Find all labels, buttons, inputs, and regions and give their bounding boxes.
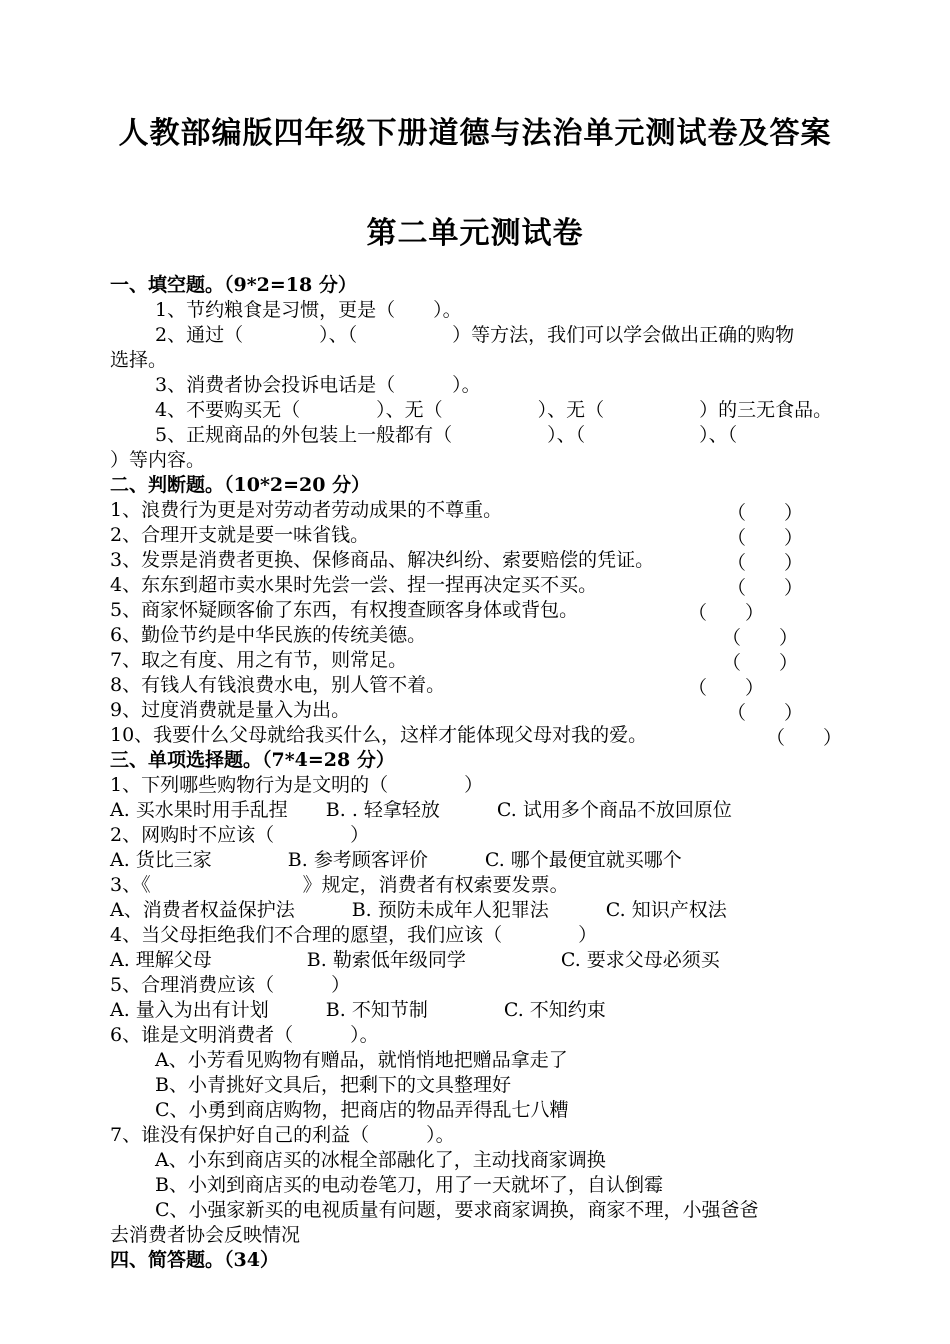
- judge-item: 1、浪费行为更是对劳动者劳动成果的不尊重。: [110, 499, 503, 521]
- choice-question-6: 6、谁是文明消费者（ ）。: [110, 1024, 379, 1046]
- choice-option: B、小青挑好文具后，把剩下的文具整理好: [155, 1074, 511, 1096]
- judge-item: 7、取之有度、用之有节，则常足。: [110, 649, 408, 671]
- fill-question-1: 1、节约粮食是习惯，更是（ ）。: [155, 299, 462, 321]
- judge-item: 4、东东到超市卖水果时先尝一尝、捏一捏再决定买不买。: [110, 574, 598, 596]
- choice-question-1: 1、下列哪些购物行为是文明的（ ）: [110, 774, 484, 796]
- choice-options-2: A. 货比三家 B. 参考顾客评价 C. 哪个最便宜就买哪个: [110, 849, 682, 871]
- answer-mark: （ ）: [688, 677, 765, 699]
- judge-item: 9、过度消费就是量入为出。: [110, 699, 351, 721]
- choice-options-3: A、消费者权益保护法 B. 预防未成年人犯罪法 C. 知识产权法: [110, 899, 727, 921]
- answer-mark: （ ）: [766, 727, 843, 749]
- answer-mark: （ ）: [722, 652, 799, 674]
- choice-option: B、小刘到商店买的电动卷笔刀，用了一天就坏了，自认倒霉: [155, 1174, 663, 1196]
- choice-question-5: 5、合理消费应该（ ）: [110, 974, 351, 996]
- choice-option: C、小强家新买的电视质量有问题，要求商家调换，商家不理，小强爸爸: [155, 1199, 759, 1221]
- choice-question-2: 2、网购时不应该（ ）: [110, 824, 370, 846]
- choice-question-3: 3、《 》规定，消费者有权索要发票。: [110, 874, 569, 896]
- judge-item: 6、勤俭节约是中华民族的传统美德。: [110, 624, 427, 646]
- fill-question-3: 3、消费者协会投诉电话是（ ）。: [155, 374, 481, 396]
- judge-item: 3、发票是消费者更换、保修商品、解决纠纷、索要赔偿的凭证。: [110, 549, 655, 571]
- fill-question-4: 4、不要购买无（ ）、无（ ）、无（ ）的三无食品。: [155, 399, 833, 421]
- choice-option: A、小芳看见购物有赠品，就悄悄地把赠品拿走了: [155, 1049, 568, 1071]
- judge-item: 2、合理开支就是要一味省钱。: [110, 524, 370, 546]
- section-3-heading: 三、单项选择题。（7*4=28 分）: [110, 749, 395, 771]
- answer-mark: （ ）: [727, 702, 804, 724]
- choice-option: C、小勇到商店购物，把商店的物品弄得乱七八糟: [155, 1099, 569, 1121]
- fill-question-2-cont: 选择。: [110, 349, 168, 371]
- answer-mark: （ ）: [727, 527, 804, 549]
- section-4-heading: 四、简答题。（34）: [110, 1249, 279, 1271]
- choice-question-7: 7、谁没有保护好自己的利益（ ）。: [110, 1124, 455, 1146]
- answer-mark: （ ）: [727, 502, 804, 524]
- judge-item: 10、我要什么父母就给我买什么，这样才能体现父母对我的爱。: [110, 724, 648, 746]
- judge-item: 5、商家怀疑顾客偷了东西，有权搜查顾客身体或背包。: [110, 599, 579, 621]
- choice-question-4: 4、当父母拒绝我们不合理的愿望，我们应该（ ）: [110, 924, 598, 946]
- choice-options-5: A. 量入为出有计划 B. 不知节制 C. 不知约束: [110, 999, 606, 1021]
- answer-mark: （ ）: [727, 577, 804, 599]
- answer-mark: （ ）: [722, 627, 799, 649]
- answer-mark: （ ）: [688, 602, 765, 624]
- fill-question-5: 5、正规商品的外包装上一般都有（ ）、（ ）、（: [155, 424, 738, 446]
- choice-option: A、小东到商店买的冰棍全部融化了，主动找商家调换: [155, 1149, 606, 1171]
- section-2-heading: 二、判断题。（10*2=20 分）: [110, 474, 371, 496]
- document-title: 人教部编版四年级下册道德与法治单元测试卷及答案: [118, 116, 832, 151]
- answer-mark: （ ）: [727, 552, 804, 574]
- choice-options-4: A. 理解父母 B. 勒索低年级同学 C. 要求父母必须买: [110, 949, 720, 971]
- judge-item: 8、有钱人有钱浪费水电，别人管不着。: [110, 674, 446, 696]
- choice-options-1: A. 买水果时用手乱捏 B. . 轻拿轻放 C. 试用多个商品不放回原位: [110, 799, 732, 821]
- choice-option-cont: 去消费者协会反映情况: [110, 1224, 301, 1246]
- fill-question-2: 2、通过（ ）、（ ）等方法，我们可以学会做出正确的购物: [155, 324, 795, 346]
- unit-title: 第二单元测试卷: [366, 216, 584, 251]
- fill-question-5-cont: ）等内容。: [110, 449, 206, 471]
- section-1-heading: 一、填空题。（9*2=18 分）: [110, 274, 357, 296]
